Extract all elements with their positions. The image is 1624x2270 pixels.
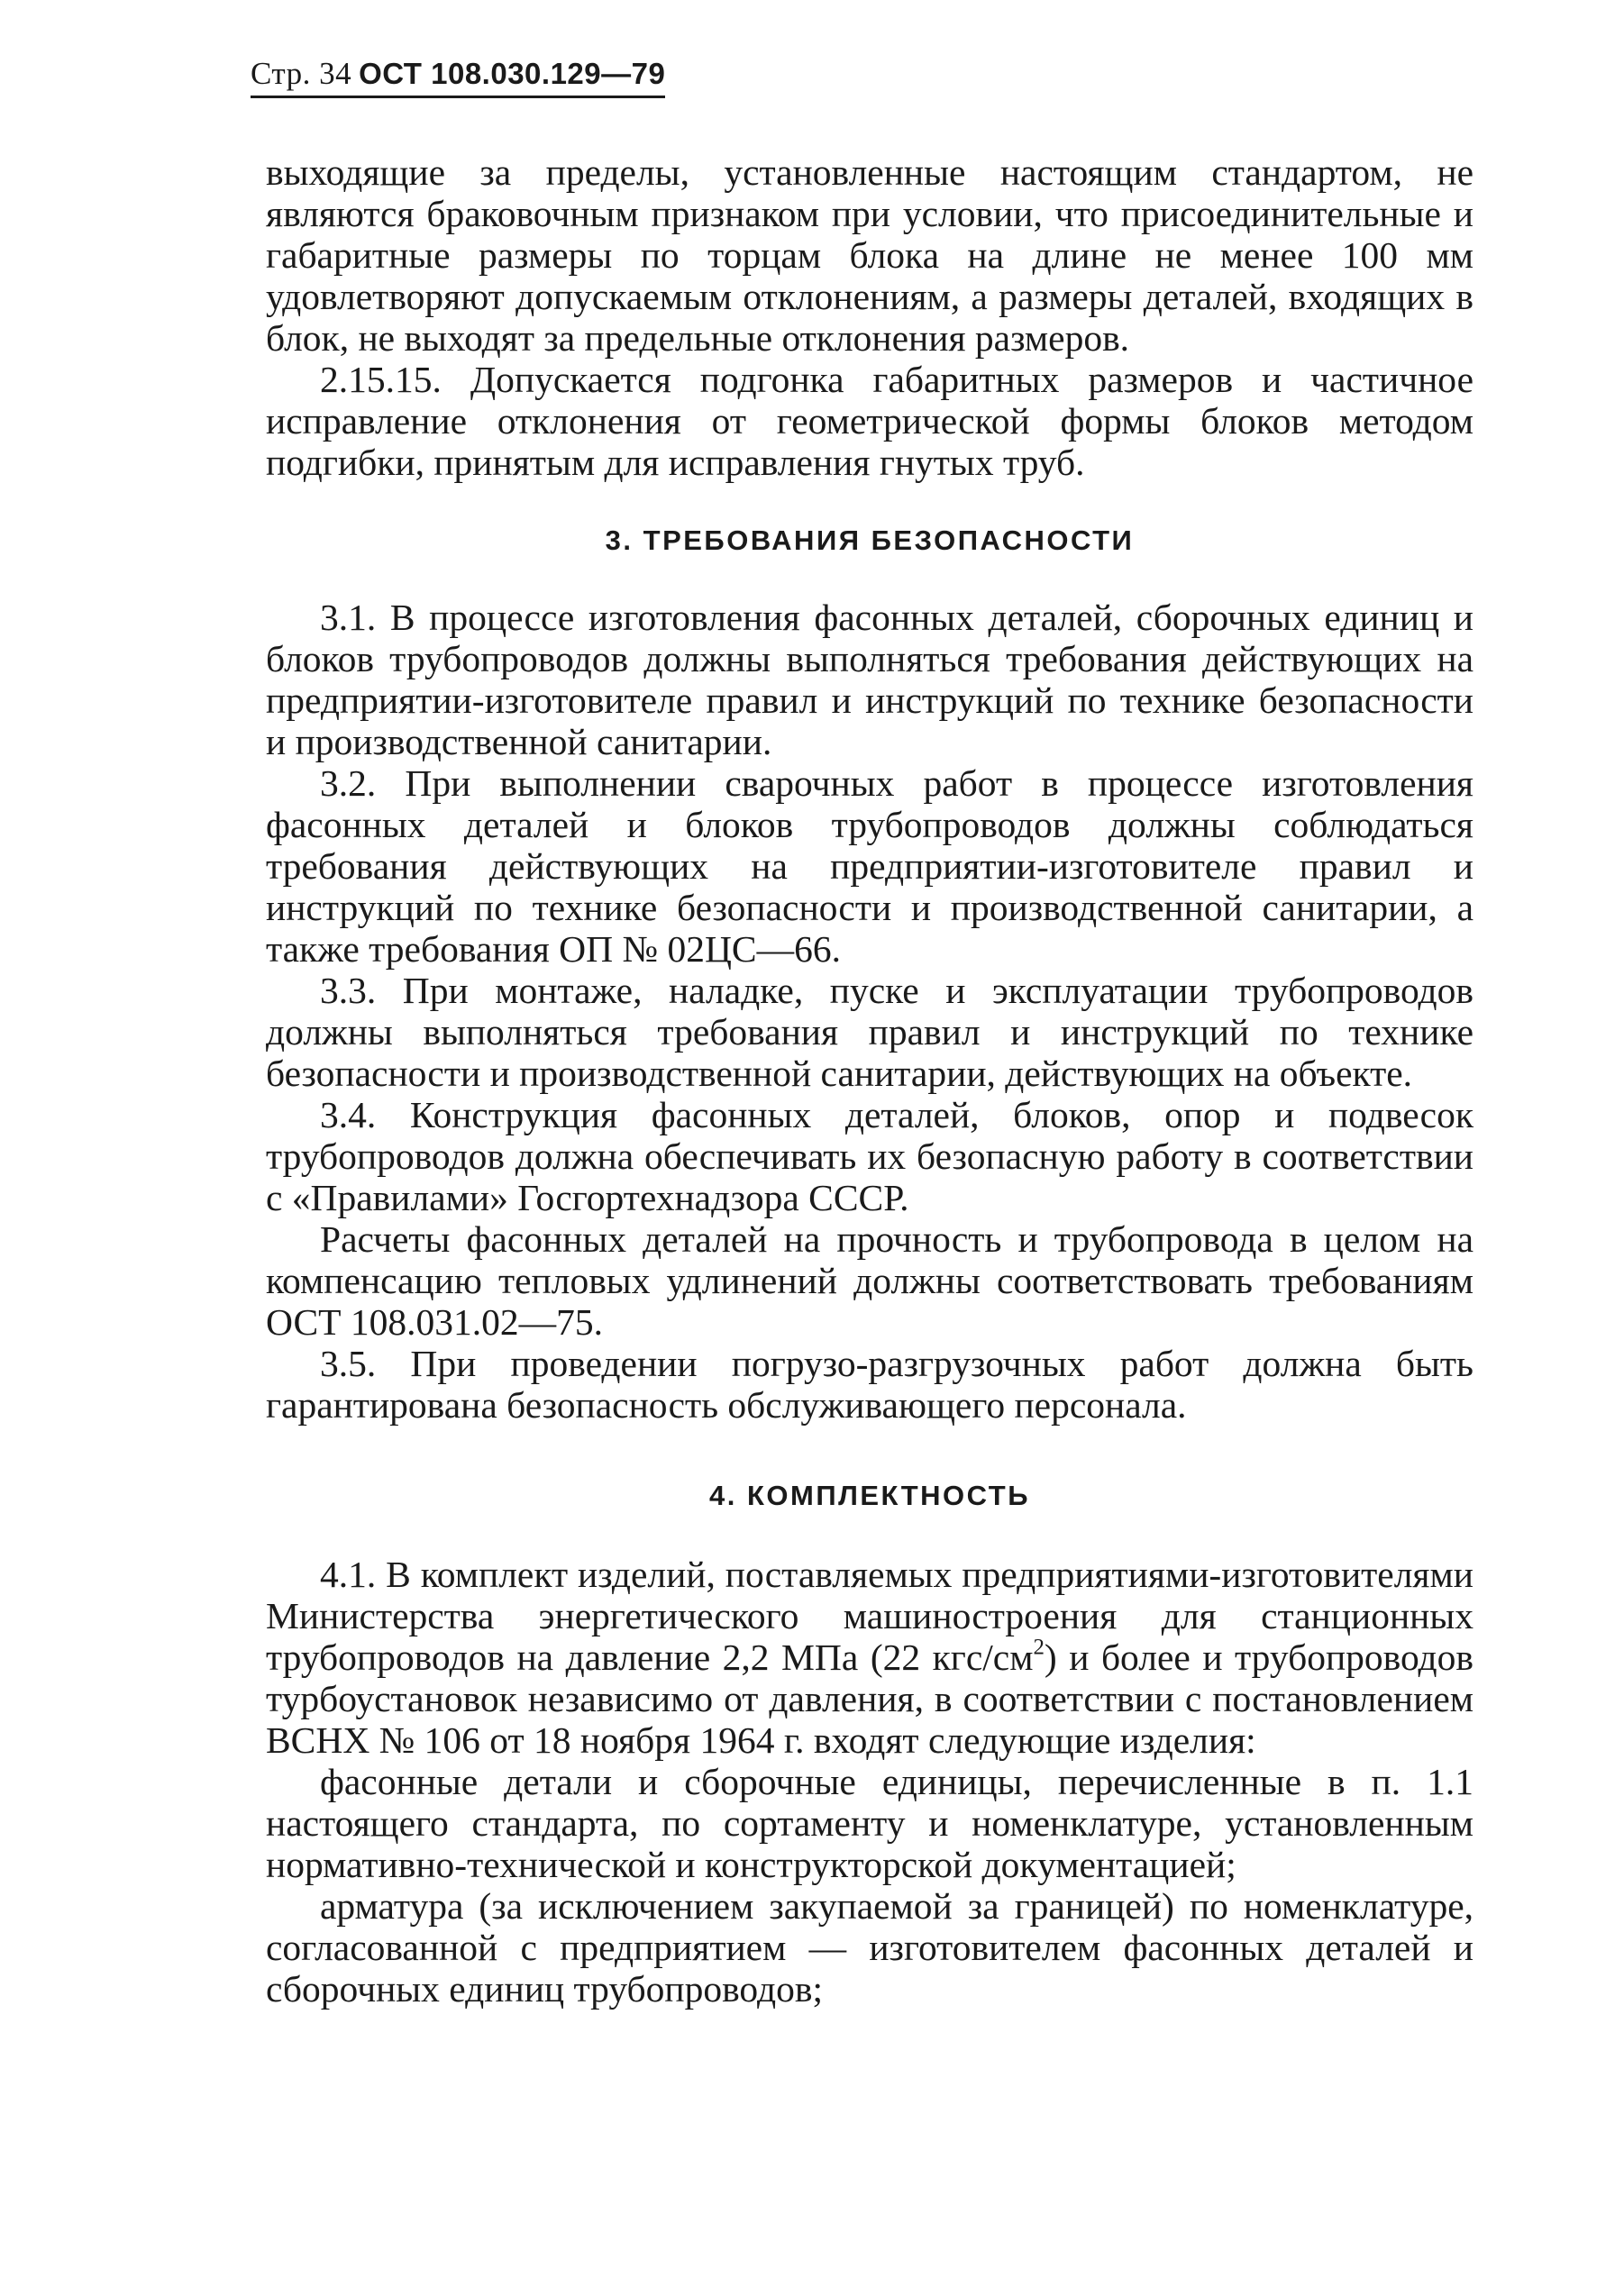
section-4-title: 4. КОМПЛЕКТНОСТЬ	[709, 1480, 1030, 1511]
standard-number: ОСТ 108.030.129—79	[359, 57, 666, 90]
list-item-valves: арматура (за исключением закупаемой за границей) по номенклатуре, согласованной с предприятием — изготовителем фасонных деталей и сборочных единиц трубопроводов;	[266, 1885, 1473, 2010]
paragraph-3-2: 3.2. При выполнении сварочных работ в процессе изготовления фасонных деталей и блоков трубопроводов должны соблюдаться требования действующих на предприятии-изготовителе правил и инструкций по технике безопасности и производственной санитарии, а также требования ОП № 02ЦС—66.	[266, 762, 1473, 970]
paragraph-3-4: 3.4. Конструкция фасонных деталей, блоков, опор и подвесок трубопроводов должна обеспечивать их безопасную работу в соответствии с «Правилами» Госгортехнадзора СССР.	[266, 1094, 1473, 1218]
paragraph-3-5: 3.5. При проведении погрузо-разгрузочных работ должна быть гарантирована безопасность обслуживающего персонала.	[266, 1343, 1473, 1426]
list-item-fittings: фасонные детали и сборочные единицы, перечисленные в п. 1.1 настоящего стандарта, по сортаменту и номенклатуре, установленным нормативно-технической и конструкторской документацией;	[266, 1761, 1473, 1885]
paragraph-continuation: выходящие за пределы, установленные настоящим стандартом, не являются браковочным признаком при условии, что присоединительные и габаритные размеры по торцам блока на длине не менее 100 мм удовлетворяют допускаемым отклонениям, а размеры деталей, входящих в блок, не выходят за предельные отклонения размеров.	[266, 151, 1473, 359]
section-3-title: 3. ТРЕБОВАНИЯ БЕЗОПАСНОСТИ	[605, 524, 1135, 556]
paragraph-3-1: 3.1. В процессе изготовления фасонных деталей, сборочных единиц и блоков трубопроводов должны выполняться требования действующих на предприятии-изготовителе правил и инструкций по технике безопасности и производственной санитарии.	[266, 597, 1473, 762]
paragraph-3-4-calc: Расчеты фасонных деталей на прочность и трубопровода в целом на компенсацию тепловых удлинений должны соответствовать требованиям ОСТ 108.031.02—75.	[266, 1218, 1473, 1343]
paragraph-2-15-15: 2.15.15. Допускается подгонка габаритных размеров и частичное исправление отклонения от геометрической формы блоков методом подгибки, принятым для исправления гнутых труб.	[266, 359, 1473, 483]
paragraph-4-1-part-a: 4.1. В комплект изделий, поставляемых предприятиями-изготовителями Министерства энергетического машиностроения для станционных трубопроводов на давление 2,2 МПа (22 кгс/см	[266, 1554, 1473, 1678]
paragraph-4-1	[266, 1554, 1473, 1761]
paragraph-4-1-part-b: ) и более и трубопроводов турбоустановок независимо от давления, в соответствии с постановлением ВСНХ № 106 от 18 ноября 1964 г. входят следующие изделия:	[266, 1636, 1473, 1761]
page-number: Стр. 34	[251, 56, 352, 91]
paragraph-3-3: 3.3. При монтаже, наладке, пуске и эксплуатации трубопроводов должны выполняться требования правил и инструкций по технике безопасности и производственной санитарии, действующих на объекте.	[266, 970, 1473, 1094]
document-body	[266, 151, 1473, 2010]
superscript-2: 2	[1033, 1635, 1045, 1660]
page-header	[251, 56, 665, 98]
